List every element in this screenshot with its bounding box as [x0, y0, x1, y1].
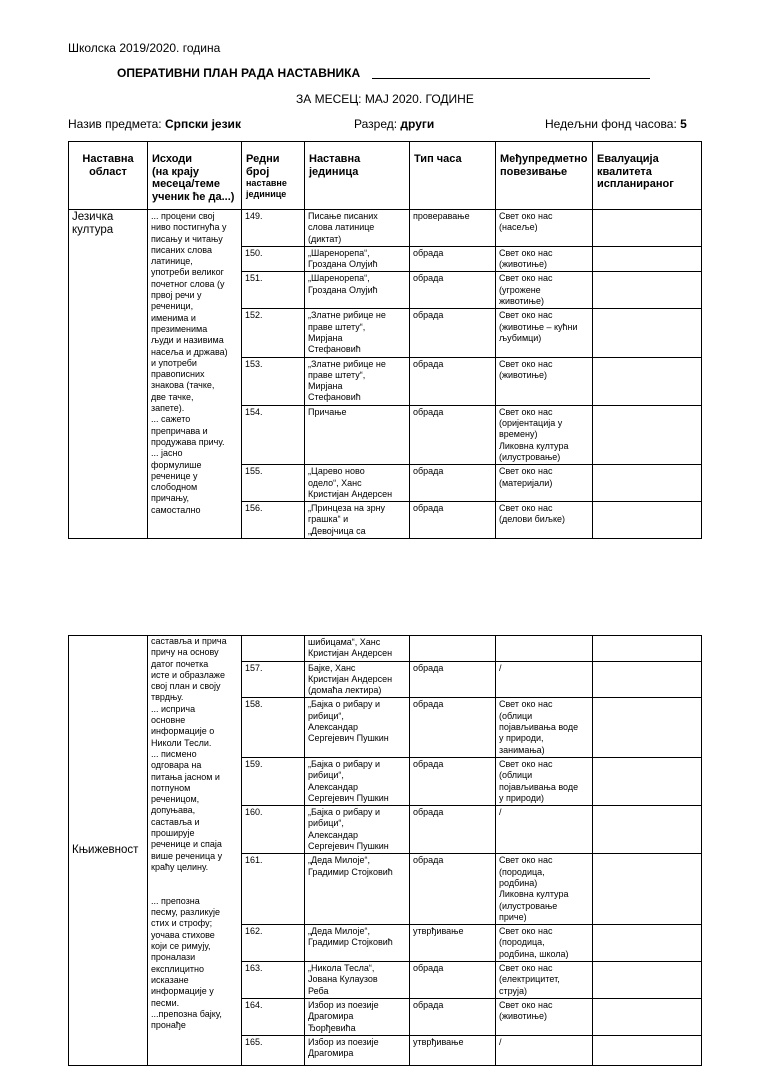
col-outcomes-header: Исходи (на крају месеца/теме ученик ће да...) [148, 142, 242, 210]
eval-cell [593, 636, 702, 662]
eval-cell [593, 925, 702, 962]
num-cell: 161. [242, 854, 305, 925]
unit-cell: Писање писаних слова латинице (диктат) [305, 210, 410, 247]
type-cell [410, 636, 496, 662]
type-cell: обрада [410, 309, 496, 357]
col-eval-header: Евалуација квалитета испланираног [593, 142, 702, 210]
unit-cell: „Шаренорепа“, Гроздана Олујић [305, 272, 410, 309]
unit-cell: „Бајка о рибару и рибици“, Александар Сергејевич Пушкин [305, 806, 410, 854]
num-cell: 156. [242, 502, 305, 539]
num-cell: 163. [242, 962, 305, 999]
col-links-header: Међупредметно повезивање [496, 142, 593, 210]
links-cell: / [496, 1035, 593, 1065]
eval-cell [593, 757, 702, 805]
links-cell: Свет око нас (животиње) [496, 246, 593, 272]
unit-cell: Избор из поезије Драгомира Ђорђевића [305, 998, 410, 1035]
unit-cell: „Бајка о рибару и рибици“, Александар Сергејевич Пушкин [305, 698, 410, 757]
type-cell: обрада [410, 698, 496, 757]
links-cell: Свет око нас (насеље) [496, 210, 593, 247]
num-cell: 151. [242, 272, 305, 309]
links-cell: Свет око нас (делови биљке) [496, 502, 593, 539]
outcomes-cell: ... процени свој ниво постигнућа у писању и читању писаних слова латинице, употреби великог почетног слова (у првој речи у реченици, именима и презименима људи и називима насеља и држава) и употреби правописних знакова (тачке, две тачке, запете). ... сажето препричава и продужава причу. ... јасно формулише реченице у слободном причању, самостално [148, 210, 242, 539]
type-cell: обрада [410, 998, 496, 1035]
unit-cell: Бајке, Ханс Кристијан Андерсен (домаћа лектира) [305, 661, 410, 698]
eval-cell [593, 806, 702, 854]
unit-cell: Причање [305, 405, 410, 464]
eval-cell [593, 465, 702, 502]
type-cell: утврђивање [410, 1035, 496, 1065]
eval-cell [593, 272, 702, 309]
col-num-label: Редни број [246, 153, 280, 178]
num-cell: 158. [242, 698, 305, 757]
type-cell: обрада [410, 757, 496, 805]
type-cell: обрада [410, 405, 496, 464]
col-area-header: Наставна област [69, 142, 148, 210]
type-cell: утврђивање [410, 925, 496, 962]
table-row [69, 636, 702, 662]
num-cell: 157. [242, 661, 305, 698]
col-type-header: Тип часа [410, 142, 496, 210]
unit-cell: „Бајка о рибару и рибици“, Александар Сергејевич Пушкин [305, 757, 410, 805]
eval-cell [593, 1035, 702, 1065]
unit-cell: „Никола Тесла“, Јована Кулаузов Реба [305, 962, 410, 999]
weekly-hours-label: Недељни фонд часова: [545, 117, 677, 131]
unit-cell: „Принцеза на зрну грашка“ и „Девојчица са [305, 502, 410, 539]
subject-line [68, 117, 241, 131]
eval-cell [593, 246, 702, 272]
eval-cell [593, 309, 702, 357]
type-cell: обрада [410, 661, 496, 698]
grade-value: други [400, 117, 435, 131]
num-cell: 165. [242, 1035, 305, 1065]
links-cell: Свет око нас (угрожене животиње) [496, 272, 593, 309]
col-unit-header: Наставна јединица [305, 142, 410, 210]
num-cell: 154. [242, 405, 305, 464]
links-cell: Свет око нас (облици појављивања воде у природи, занимања) [496, 698, 593, 757]
col-num-header [242, 142, 305, 210]
unit-cell: „Златне рибице не праве штету“, Мирјана Стефановић [305, 357, 410, 405]
grade-line [354, 117, 434, 131]
type-cell: обрада [410, 465, 496, 502]
num-cell: 153. [242, 357, 305, 405]
unit-cell: „Царево ново одело“, Ханс Кристијан Андерсен [305, 465, 410, 502]
page-title: ОПЕРАТИВНИ ПЛАН РАДА НАСТАВНИКА [117, 66, 361, 80]
links-cell: Свет око нас (оријентација у времену) Ликовна култура (илустровање) [496, 405, 593, 464]
unit-cell: „Шаренорепа“, Гроздана Олујић [305, 246, 410, 272]
type-cell: обрада [410, 357, 496, 405]
plan-table-page-1 [68, 141, 702, 539]
month-value: МАЈ 2020. ГОДИНЕ [364, 92, 474, 106]
type-cell: обрада [410, 962, 496, 999]
type-cell: обрада [410, 854, 496, 925]
num-cell: 150. [242, 246, 305, 272]
links-cell [496, 636, 593, 662]
links-cell: Свет око нас (материјали) [496, 465, 593, 502]
links-cell: Свет око нас (електрицитет, струја) [496, 962, 593, 999]
month-label: ЗА МЕСЕЦ: [296, 92, 362, 106]
unit-cell: „Деда Милоје“, Градимир Стојковић [305, 925, 410, 962]
num-cell: 159. [242, 757, 305, 805]
unit-cell: шибицама“, Ханс Кристијан Андерсен [305, 636, 410, 662]
num-cell: 149. [242, 210, 305, 247]
eval-cell [593, 854, 702, 925]
school-year: Школска 2019/2020. година [68, 41, 221, 55]
eval-cell [593, 998, 702, 1035]
col-num-sublabel: наставне јединице [246, 178, 287, 199]
num-cell: 152. [242, 309, 305, 357]
subject-label: Назив предмета: [68, 117, 162, 131]
weekly-hours-line [545, 117, 687, 131]
num-cell: 162. [242, 925, 305, 962]
type-cell: обрада [410, 272, 496, 309]
weekly-hours-value: 5 [680, 117, 687, 131]
unit-cell: Избор из поезије Драгомира [305, 1035, 410, 1065]
type-cell: обрада [410, 246, 496, 272]
area-cell: Језичка култура [69, 210, 148, 539]
unit-cell: „Деда Милоје“, Градимир Стојковић [305, 854, 410, 925]
links-cell: Свет око нас (животиње – кућни љубимци) [496, 309, 593, 357]
plan-table-page-2 [68, 635, 702, 1066]
eval-cell [593, 210, 702, 247]
links-cell: / [496, 806, 593, 854]
month-line [296, 92, 474, 106]
teacher-name-line [372, 78, 650, 79]
num-cell: 164. [242, 998, 305, 1035]
subject-value: Српски језик [164, 117, 241, 131]
header-row [69, 142, 702, 210]
links-cell: Свет око нас (животиње) [496, 998, 593, 1035]
eval-cell [593, 698, 702, 757]
num-cell: 160. [242, 806, 305, 854]
eval-cell [593, 502, 702, 539]
unit-cell: „Златне рибице не праве штету“, Мирјана Стефановић [305, 309, 410, 357]
type-cell: обрада [410, 806, 496, 854]
links-cell: Свет око нас (породица, родбина) Ликовна култура (илустровање приче) [496, 854, 593, 925]
links-cell: Свет око нас (облици појављивања воде у природи) [496, 757, 593, 805]
eval-cell [593, 405, 702, 464]
links-cell: Свет око нас (животиње) [496, 357, 593, 405]
eval-cell [593, 357, 702, 405]
type-cell: обрада [410, 502, 496, 539]
eval-cell [593, 661, 702, 698]
links-cell: Свет око нас (породица, родбина, школа) [496, 925, 593, 962]
num-cell: 155. [242, 465, 305, 502]
area-cell: Књижевност [69, 636, 148, 1066]
grade-label: Разред: [354, 117, 398, 131]
num-cell [242, 636, 305, 662]
eval-cell [593, 962, 702, 999]
links-cell: / [496, 661, 593, 698]
table-row [69, 210, 702, 247]
outcomes-cell: састављa и прича причу на основу датог почетка исте и образлаже свој план и своју тврдњу. ... исприча основне информације о Николи Тесли. ... писмено одговара на питања јасном и потпуном реченицом, допуњава, саставља и проширује реченице и спаја више реченица у краћу целину. ... препозна песму, разликује стих и строфу; уочава стихове који се римују, проналази експлицитно исказане информације у песми. ...препозна бајку, пронађе [148, 636, 242, 1066]
type-cell: проверавање [410, 210, 496, 247]
